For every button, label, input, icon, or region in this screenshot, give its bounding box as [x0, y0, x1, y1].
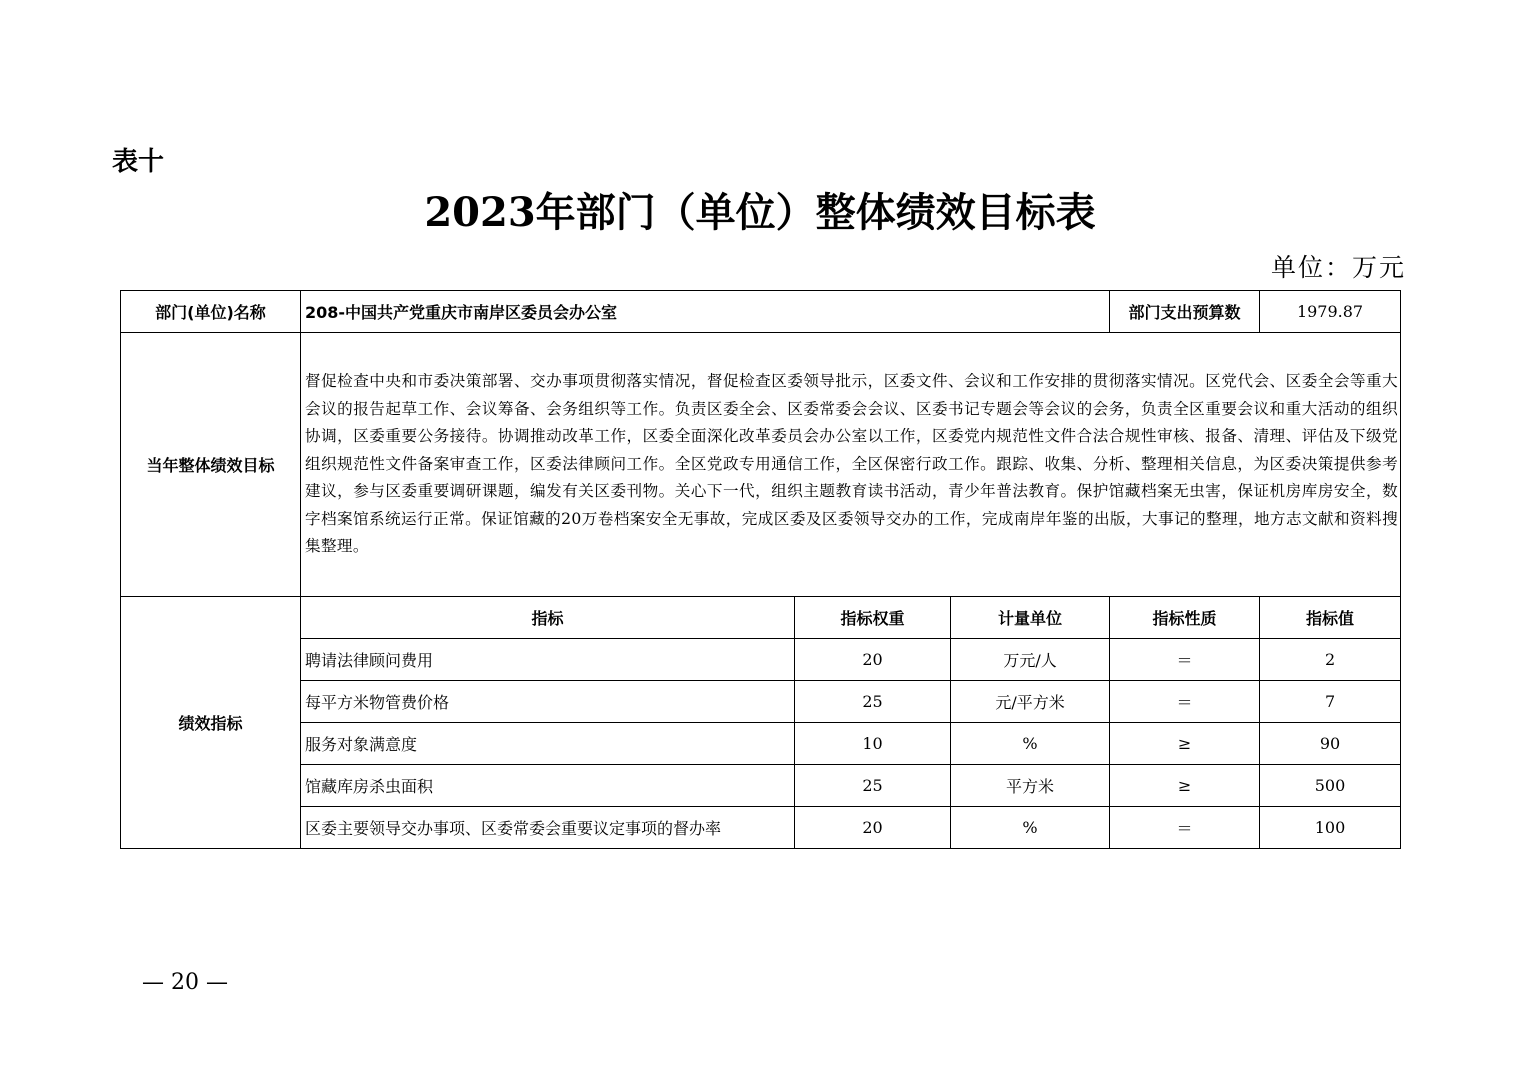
indicator-value: 2 — [1260, 639, 1401, 681]
indicator-name: 聘请法律顾问费用 — [301, 639, 795, 681]
indicator-weight: 25 — [795, 765, 951, 807]
budget-value: 1979.87 — [1260, 291, 1401, 333]
column-header-nature: 指标性质 — [1110, 597, 1260, 639]
table-row — [121, 639, 1401, 681]
indicator-nature: ≥ — [1110, 765, 1260, 807]
indicator-nature: ＝ — [1110, 807, 1260, 849]
column-header-weight: 指标权重 — [795, 597, 951, 639]
indicator-value: 100 — [1260, 807, 1401, 849]
column-header-unit: 计量单位 — [951, 597, 1110, 639]
indicator-value: 7 — [1260, 681, 1401, 723]
indicator-unit: % — [951, 723, 1110, 765]
goal-label: 当年整体绩效目标 — [121, 333, 301, 597]
page-number: — 20 — — [142, 970, 228, 995]
column-header-indicator: 指标 — [301, 597, 795, 639]
header-row — [121, 291, 1401, 333]
indicator-name: 区委主要领导交办事项、区委常委会重要议定事项的督办率 — [301, 807, 795, 849]
table-row — [121, 807, 1401, 849]
table-tag: 表十 — [112, 147, 165, 177]
indicator-nature: ＝ — [1110, 681, 1260, 723]
dept-label: 部门(单位)名称 — [121, 291, 301, 333]
performance-table — [120, 290, 1401, 849]
indicator-nature: ＝ — [1110, 639, 1260, 681]
table-row — [121, 723, 1401, 765]
table-row — [121, 765, 1401, 807]
column-header-value: 指标值 — [1260, 597, 1401, 639]
unit-note: 单位：万元 — [1270, 253, 1406, 282]
dept-name: 208-中国共产党重庆市南岸区委员会办公室 — [301, 291, 1110, 333]
goal-row — [121, 333, 1401, 597]
page-title: 2023年部门（单位）整体绩效目标表 — [424, 189, 1096, 236]
indicator-name: 馆藏库房杀虫面积 — [301, 765, 795, 807]
indicator-weight: 10 — [795, 723, 951, 765]
indicator-unit: 元/平方米 — [951, 681, 1110, 723]
table-row — [121, 681, 1401, 723]
indicator-name: 每平方米物管费价格 — [301, 681, 795, 723]
indicator-weight: 25 — [795, 681, 951, 723]
indicator-unit: 万元/人 — [951, 639, 1110, 681]
indicator-name: 服务对象满意度 — [301, 723, 795, 765]
indicator-unit: % — [951, 807, 1110, 849]
indicator-weight: 20 — [795, 807, 951, 849]
indicator-nature: ≥ — [1110, 723, 1260, 765]
indicator-weight: 20 — [795, 639, 951, 681]
budget-label: 部门支出预算数 — [1110, 291, 1260, 333]
indicator-unit: 平方米 — [951, 765, 1110, 807]
goal-text: 督促检查中央和市委决策部署、交办事项贯彻落实情况，督促检查区委领导批示，区委文件、会议和工作安排的贯彻落实情况。区党代会、区委全会等重大会议的报告起草工作、会议筹备、会务组织等工作。负责区委全会、区委常委会会议、区委书记专题会等会议的会务，负责全区重要会议和重大活动的组织协调，区委重要公务接待。协调推动改革工作，区委全面深化改革委员会办公室以工作，区委党内规范性文件合法合规性审核、报备、清理、评估及下级党组织规范性文件备案审查工作，区委法律顾问工作。全区党政专用通信工作，全区保密行政工作。跟踪、收集、分析、整理相关信息，为区委决策提供参考建议，参与区委重要调研课题，编发有关区委刊物。关心下一代，组织主题教育读书活动，青少年普法教育。保护馆藏档案无虫害，保证机房库房安全，数字档案馆系统运行正常。保证馆藏的20万卷档案安全无事故，完成区委及区委领导交办的工作，完成南岸年鉴的出版，大事记的整理，地方志文献和资料搜集整理。 — [301, 333, 1401, 597]
indicator-value: 90 — [1260, 723, 1401, 765]
indicators-label: 绩效指标 — [121, 597, 301, 849]
indicator-header-row — [121, 597, 1401, 639]
indicator-value: 500 — [1260, 765, 1401, 807]
